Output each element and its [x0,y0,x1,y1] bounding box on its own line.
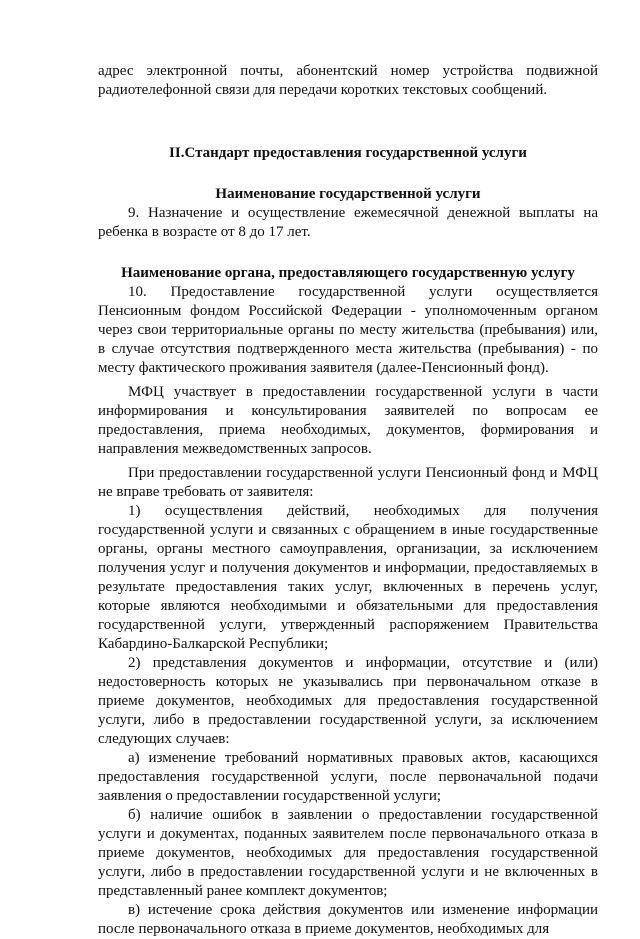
paragraph-9: 9. Назначение и осуществление ежемесячной денежной выплаты на ребенка в возрасте от 8 до 17 лет. [98,205,598,240]
list-item-b: б) наличие ошибок в заявлении о предоставлении государственной услуги и документах, поданных заявителем после первоначального отказа в приеме документов, необходимых для предоставления государственной услуги, либо в предоставлении государственной услуги и не включенных в представленный ранее комплект документов; [98,807,598,899]
section-title: II.Стандарт предоставления государственной услуги [169,145,527,161]
paragraph-10: 10. Предоставление государственной услуги осуществляется Пенсионным фондом Российской Федерации - уполномоченным органом через свои территориальные органы по месту жительства (пребывания) или, в случае отсутствия подтвержденного места жительства (пребывания) - по месту фактического проживания заявителя (далее-Пенсионный фонд). [98,284,598,376]
document-page [98,62,598,939]
subheading-providing-body: Наименование органа, предоставляющего государственную услугу [121,265,575,281]
paragraph-mfc: МФЦ участвует в предоставлении государственной услуги в части информирования и консультирования заявителей по вопросам ее предоставления, приема необходимых, документов, формирования и направления межведомственных запросов. [98,384,598,457]
paragraph-not-entitled: При предоставлении государственной услуги Пенсионный фонд и МФЦ не вправе требовать от заявителя: [98,465,598,500]
list-item-a: а) изменение требований нормативных правовых актов, касающихся предоставления государственной услуги, после первоначальной подачи заявления о предоставлении государственной услуги; [98,750,598,804]
list-item-2: 2) представления документов и информации, отсутствие и (или) недостоверность которых не указывались при первоначальном отказе в приеме документов, необходимых для предоставления государственной услуги, либо в предоставлении государственной услуги, за исключением следующих случаев: [98,655,598,747]
list-item-1: 1) осуществления действий, необходимых для получения государственной услуги и связанных с обращением в иные государственные органы, органы местного самоуправления, организации, за исключением получения услуг и получения документов и информации, предоставляемых в результате предоставления таких услуг, включенных в перечень услуг, которые являются необходимыми и обязательными для предоставления государственной услуги, утвержденный распоряжением Правительства Кабардино-Балкарской Республики; [98,503,598,652]
intro-paragraph: адрес электронной почты, абонентский номер устройства подвижной радиотелефонной связи для передачи коротких текстовых сообщений. [98,63,598,98]
list-item-c: в) истечение срока действия документов или изменение информации после первоначального отказа в приеме документов, необходимых для [98,902,598,937]
subheading-service-name: Наименование государственной услуги [215,186,481,202]
